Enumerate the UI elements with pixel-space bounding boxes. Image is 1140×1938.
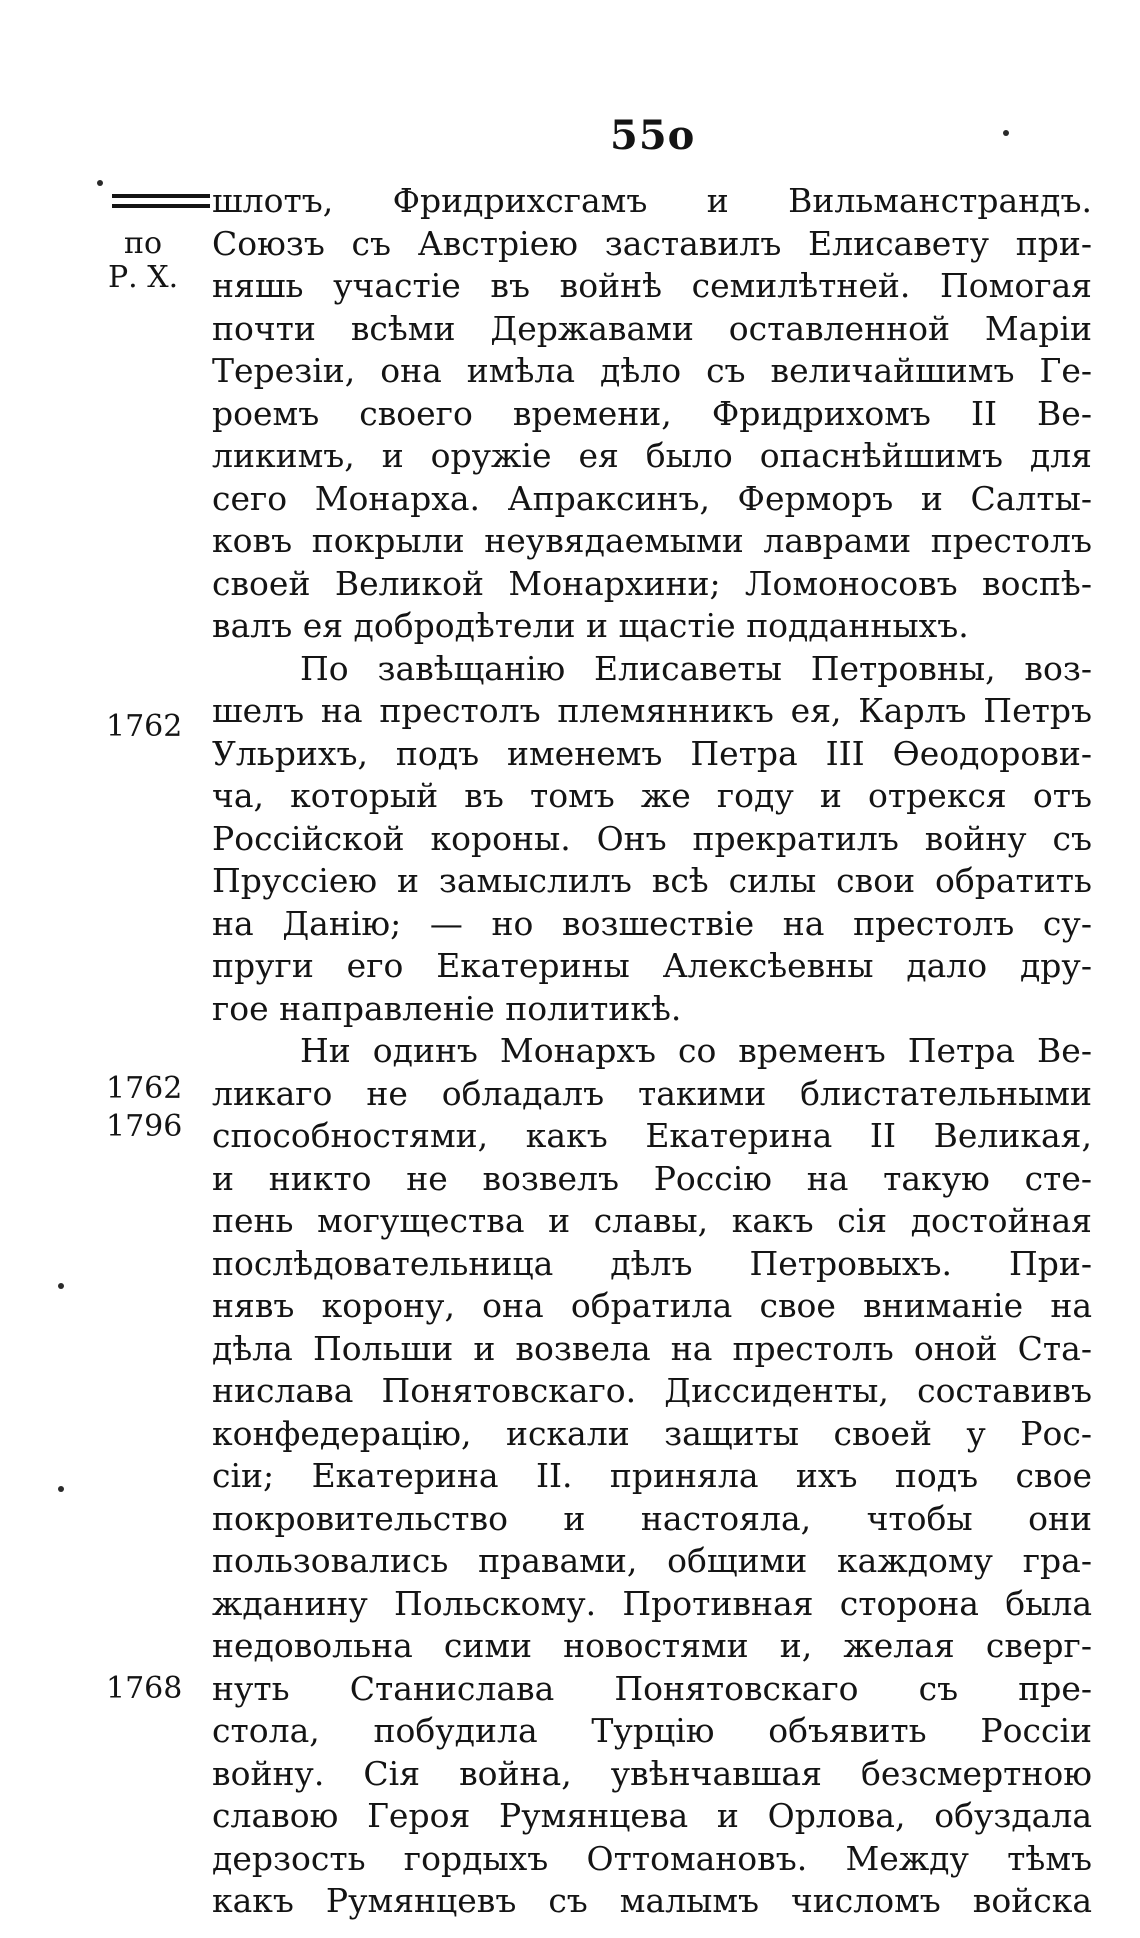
text-line: шелъ на престолъ племянникъ ея, Карлъ Петръ bbox=[212, 691, 1092, 730]
text-line: какъ Румянцевъ съ малымъ числомъ войска bbox=[212, 1881, 1092, 1920]
text-line: ликаго не обладалъ такими блистательными bbox=[212, 1073, 1092, 1113]
text-line: способностями, какъ Екатерина II Великая, bbox=[212, 1116, 1092, 1155]
text-line: на Данію; — но возшествіе на престолъ су- bbox=[212, 903, 1092, 943]
text-line: войну. Сія война, увѣнчавшая безсмертною bbox=[212, 1753, 1092, 1793]
text-line: славою Героя Румянцева и Орлова, обуздала bbox=[212, 1796, 1092, 1835]
text-line: валъ ея добродѣтели и щастіе подданныхъ. bbox=[212, 606, 969, 645]
paragraph-dash-rule bbox=[112, 194, 210, 208]
text-line: жданину Польскому. Противная сторона была bbox=[212, 1583, 1092, 1623]
text-line: покровительство и настояла, чтобы они bbox=[212, 1498, 1092, 1538]
text-line: пень могущества и славы, какъ сія достойная bbox=[212, 1201, 1092, 1240]
text-line: ковъ покрыли неувядаемыми лаврами престолъ bbox=[212, 521, 1092, 560]
margin-year-1768: 1768 bbox=[106, 1671, 183, 1706]
text-line: своей Великой Монархини; Ломоносовъ воспѣ- bbox=[212, 563, 1092, 603]
text-line: Ни одинъ Монархъ со временъ Петра Ве- bbox=[300, 1031, 1092, 1070]
print-speck bbox=[1003, 130, 1009, 136]
print-speck bbox=[58, 1486, 64, 1492]
margin-era-note bbox=[108, 227, 178, 295]
margin-era-line1: по bbox=[124, 226, 163, 261]
margin-year-1762-second: 1762 bbox=[106, 1071, 183, 1106]
text-line: пруги его Екатерины Алексѣевны дало дру- bbox=[212, 946, 1092, 985]
text-line: роемъ своего времени, Фридрихомъ II Ве- bbox=[212, 393, 1092, 433]
text-line: Терезіи, она имѣла дѣло съ величайшимъ Ге- bbox=[212, 351, 1092, 390]
text-line: дерзость гордыхъ Оттомановъ. Между тѣмъ bbox=[212, 1838, 1092, 1878]
text-line: Россійской короны. Онъ прекратилъ войну съ bbox=[212, 818, 1092, 858]
text-line: конфедерацію, искали защиты своей у Рос- bbox=[212, 1413, 1092, 1453]
text-line: нявъ корону, она обратила свое вниманіе на bbox=[212, 1286, 1092, 1325]
margin-era-line2: Р. Х. bbox=[108, 260, 179, 295]
print-speck bbox=[97, 180, 103, 186]
text-line: Союзъ съ Австріею заставилъ Елисавету при- bbox=[212, 223, 1092, 263]
text-line: и никто не возвелъ Россію на такую сте- bbox=[212, 1158, 1092, 1198]
text-line: почти всѣми Державами оставленной Маріи bbox=[212, 308, 1092, 348]
text-line: сіи; Екатерина II. приняла ихъ подъ свое bbox=[212, 1456, 1092, 1495]
text-line: шлотъ, Фридрихсгамъ и Вильманстрандъ. bbox=[212, 181, 1092, 220]
text-line: пользовались правами, общими каждому гра- bbox=[212, 1541, 1092, 1580]
text-line: дѣла Польши и возвела на престолъ оной Ста- bbox=[212, 1328, 1092, 1368]
page-number: 55о bbox=[610, 112, 696, 159]
text-line: недовольна сими новостями и, желая сверг- bbox=[212, 1626, 1092, 1665]
text-line: нуть Станислава Понятовскаго съ пре- bbox=[212, 1668, 1092, 1708]
text-line: няшь участіе въ войнѣ семилѣтней. Помогая bbox=[212, 266, 1092, 305]
text-line: гое направленіе политикѣ. bbox=[212, 988, 682, 1028]
text-line: ча, который въ томъ же году и отрекся отъ bbox=[212, 776, 1092, 815]
print-speck bbox=[58, 1283, 64, 1289]
text-line: сего Монарха. Апраксинъ, Ферморъ и Салты- bbox=[212, 478, 1092, 518]
text-line: послѣдовательница дѣлъ Петровыхъ. При- bbox=[212, 1243, 1092, 1283]
text-line: стола, побудила Турцію объявить Россіи bbox=[212, 1711, 1092, 1750]
margin-year-1762-first: 1762 bbox=[106, 709, 183, 744]
body-text bbox=[212, 180, 1092, 1923]
text-line: По завѣщанію Елисаветы Петровны, воз- bbox=[300, 648, 1092, 688]
text-line: ликимъ, и оружіе ея было опаснѣйшимъ для bbox=[212, 436, 1092, 475]
text-line: Ульрихъ, подъ именемъ Петра III Ѳеодорови- bbox=[212, 733, 1092, 773]
text-line: нислава Понятовскаго. Диссиденты, составивъ bbox=[212, 1371, 1092, 1410]
text-line: Пруссіею и замыслилъ всѣ силы свои обратить bbox=[212, 861, 1092, 900]
margin-year-1796: 1796 bbox=[106, 1109, 183, 1144]
